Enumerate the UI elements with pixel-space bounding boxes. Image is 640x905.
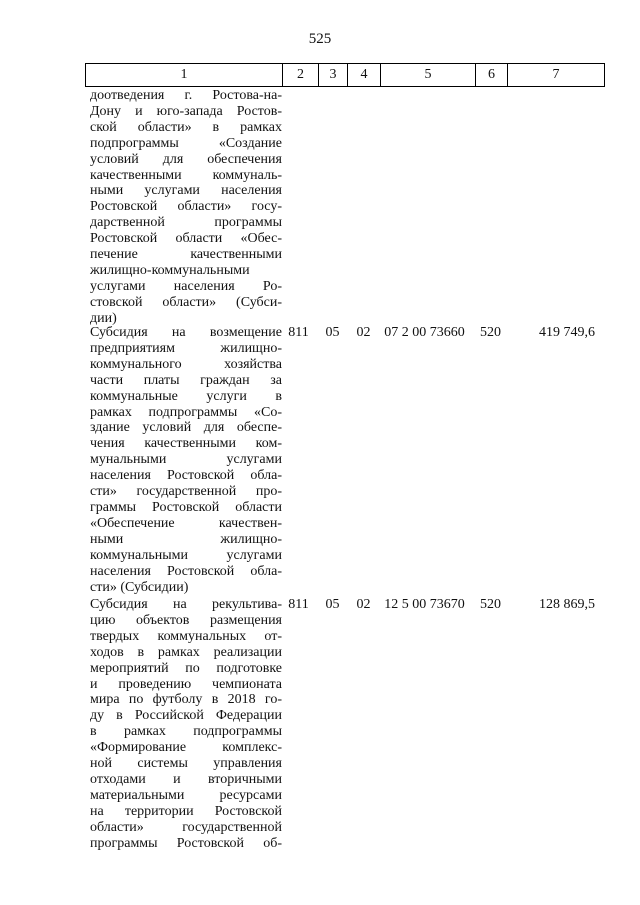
column-header-6: 6: [476, 64, 508, 87]
text-line: здание условий для обеспе-: [90, 420, 282, 436]
text-line: жилищно-коммунальными: [90, 262, 250, 278]
text-line: твердых коммунальных от-: [90, 628, 282, 644]
text-line: ной системы управления: [90, 756, 282, 772]
text-line: отходами и вторичными: [90, 771, 282, 787]
text-line: в рамках подпрограммы: [90, 724, 282, 740]
column-header-3: 3: [319, 64, 348, 87]
row-description: [90, 597, 282, 852]
text-line: коммунального хозяйства: [90, 356, 282, 372]
col5-value: 12 5 00 73670: [384, 597, 465, 612]
text-line: подпрограммы «Создание: [90, 135, 282, 151]
column-header-5: 5: [381, 64, 476, 87]
text-line: ными жилищно-: [90, 531, 282, 547]
text-line: ду в Российской Федерации: [90, 708, 282, 724]
col4-value: 02: [356, 597, 371, 612]
text-line: граммы Ростовской области: [90, 499, 282, 515]
text-line: материальными ресурсами: [90, 787, 282, 803]
column-header-table: [85, 63, 605, 87]
text-line: мунальными услугами: [90, 452, 282, 468]
column-header-7: 7: [508, 64, 605, 87]
row-description: [90, 88, 282, 327]
col5-value: 07 2 00 73660: [384, 325, 465, 340]
text-line: ходов в рамках реализации: [90, 644, 282, 660]
col3-value: 05: [325, 597, 340, 612]
text-line: «Формирование комплекс-: [90, 740, 282, 756]
text-line: дарственной программы: [90, 215, 282, 231]
column-header-1: 1: [86, 64, 283, 87]
text-line: доотведения г. Ростова-на-: [90, 88, 282, 103]
text-line: предприятиям жилищно-: [90, 340, 282, 356]
text-line: печение качественными: [90, 247, 282, 263]
col6-value: 520: [480, 597, 501, 612]
text-line: коммунальными услугами: [90, 547, 282, 563]
text-line: цию объектов размещения: [90, 612, 282, 628]
text-line: и проведению чемпионата: [90, 676, 282, 692]
text-line: части платы граждан за: [90, 372, 282, 388]
col2-value: 811: [288, 597, 309, 612]
text-line: Ростовской области «Обес-: [90, 231, 282, 247]
text-line: Дону и юго-запада Ростов-: [90, 103, 282, 119]
text-line: дии): [90, 310, 117, 326]
text-line: на территории Ростовской: [90, 803, 282, 819]
text-line: населения Ростовской обла-: [90, 468, 282, 484]
col4-value: 02: [356, 325, 371, 340]
text-line: рамках подпрограммы «Со-: [90, 404, 282, 420]
col7-value: 128 869,5: [539, 597, 595, 612]
text-line: условий для обеспечения: [90, 151, 282, 167]
column-header-2: 2: [283, 64, 319, 87]
text-line: коммунальные услуги в: [90, 388, 282, 404]
text-line: Субсидия на возмещение: [90, 325, 282, 340]
text-line: «Обеспечение качествен-: [90, 515, 282, 531]
text-line: сти» государственной про-: [90, 484, 282, 500]
text-line: ными услугами населения: [90, 183, 282, 199]
col7-value: 419 749,6: [539, 325, 595, 340]
text-line: качественными коммуналь-: [90, 167, 282, 183]
col3-value: 05: [325, 325, 340, 340]
text-line: Субсидия на рекультива-: [90, 597, 282, 612]
column-header-4: 4: [348, 64, 381, 87]
text-line: мира по футболу в 2018 го-: [90, 692, 282, 708]
col6-value: 520: [480, 325, 501, 340]
text-line: чения качественными ком-: [90, 436, 282, 452]
text-line: области» государственной: [90, 819, 282, 835]
text-line: ской области» в рамках: [90, 119, 282, 135]
text-line: мероприятий по подготовке: [90, 660, 282, 676]
text-line: услугами населения Ро-: [90, 278, 282, 294]
row-description: [90, 325, 282, 595]
page-number: 525: [308, 31, 332, 47]
col2-value: 811: [288, 325, 309, 340]
text-line: стовской области» (Субси-: [90, 294, 282, 310]
text-line: сти» (Субсидии): [90, 579, 189, 595]
text-line: Ростовской области» госу-: [90, 199, 282, 215]
text-line: программы Ростовской об-: [90, 835, 282, 851]
text-line: населения Ростовской обла-: [90, 563, 282, 579]
